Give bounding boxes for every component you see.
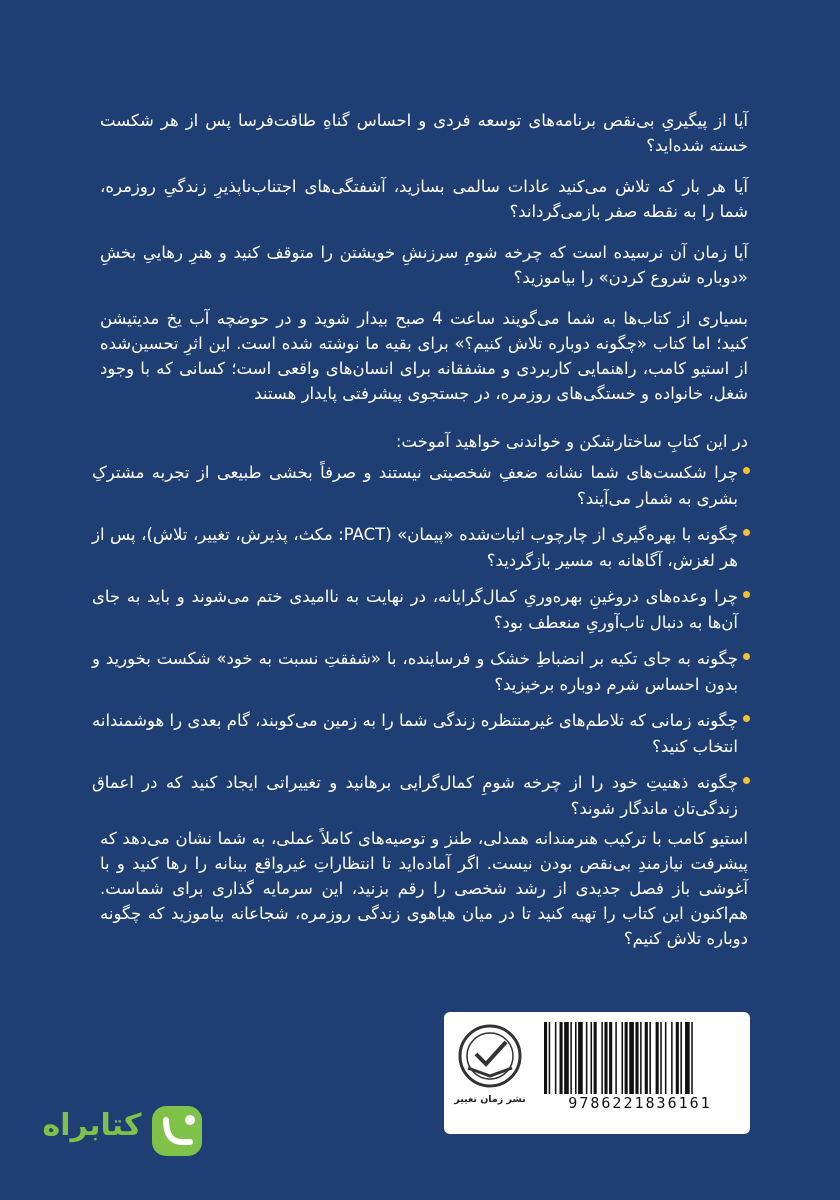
barcode-bar bbox=[560, 1022, 563, 1094]
bullet-text: چگونه با بهره‌گیری از چارچوب اثبات‌شده «پیمان» (PACT: مکث، پذیرش، تغییر، تلاش)، پس از هر لغزش، آگاهانه به مسیر بازگردید؟ bbox=[92, 525, 739, 570]
bullet-item bbox=[92, 770, 748, 822]
barcode-bar bbox=[615, 1022, 617, 1094]
barcode-bar bbox=[575, 1022, 577, 1094]
barcode-bar bbox=[640, 1022, 642, 1094]
barcode-bar bbox=[549, 1022, 551, 1094]
bullet-text: چرا شکست‌های شما نشانه ضعفِ شخصیتی نیستند و صرفاً بخشی طبیعی از تجربه مشترکِ بشری به شمار می‌آیند؟ bbox=[92, 463, 738, 508]
bullet-item bbox=[92, 460, 748, 512]
barcode-bar bbox=[622, 1022, 624, 1094]
barcode-bar bbox=[625, 1022, 628, 1094]
bullet-item bbox=[92, 584, 748, 636]
bullet-item bbox=[92, 522, 748, 574]
brand-name: کتابراه bbox=[42, 1108, 142, 1143]
barcode-bar bbox=[609, 1022, 612, 1094]
bullet-dot-icon bbox=[743, 777, 750, 784]
bullet-text: چگونه زمانی که تلاطم‌های غیرمنتظره زندگی شما را به زمین می‌کوبند، گام بعدی را هوشمندانه انتخاب کنید؟ bbox=[92, 711, 738, 756]
bullet-text: چگونه ذهنیتِ خود را از چرخه شومِ کمال‌گرایی برهانید و تغییراتی ایجاد کنید که در اعماق زندگی‌تان ماندگار شوند؟ bbox=[92, 773, 738, 818]
barcode-bar bbox=[604, 1022, 607, 1094]
bullet-dot-icon bbox=[743, 467, 750, 474]
bullet-dot-icon bbox=[743, 591, 750, 598]
intro-paragraph: آیا از پیگیریِ بی‌نقص برنامه‌های توسعه فردی و احساس گناهِ طاقت‌فرسا پس از هر شکست خسته شده‌اید؟ bbox=[100, 111, 748, 155]
barcode-bar bbox=[656, 1022, 659, 1094]
outro-section bbox=[100, 826, 748, 951]
bullet-text: چرا وعده‌های دروغینِ بهره‌وریِ کمال‌گرایانه، در نهایت به ناامیدی ختم می‌شوند و باید به جای آن‌ها به دنبال تاب‌آوریِ منعطف بود؟ bbox=[92, 587, 738, 632]
bullet-item bbox=[92, 646, 748, 698]
barcode-bar bbox=[555, 1022, 557, 1094]
barcode-bar bbox=[660, 1022, 662, 1094]
barcode-bar bbox=[676, 1022, 679, 1094]
barcode-bar bbox=[601, 1022, 603, 1094]
publisher-name: نشر زمان تغییر bbox=[454, 1094, 526, 1105]
intro-paragraph: آیا هر بار که تلاش می‌کنید عادات سالمی بسازید، آشفتگی‌های اجتناب‌ناپذیرِ زندگیِ روزمره، شما را به نقطه صفر بازمی‌گرداند؟ bbox=[100, 177, 748, 221]
intro-section bbox=[100, 108, 748, 422]
barcode-bar bbox=[594, 1022, 597, 1094]
bullet-dot-icon bbox=[743, 653, 750, 660]
intro-paragraph: بسیاری از کتاب‌ها به شما می‌گویند ساعت 4 صبح بیدار شوید و در حوضچه آب یخ مدیتیشن کنید؛ اما کتاب «چگونه دوباره تلاش کنیم؟» برای بقیه ما نوشته شده است. این اثرِ تحسین‌شده از استیو کامب، راهنمایی کاربردی و مشفقانه برای انسان‌های واقعی است؛ کسانی که با وجود شغل، خانواده و خستگی‌های روزمره، در جستجوی پیشرفتی پایدار هستند bbox=[100, 309, 748, 403]
barcode-bar bbox=[591, 1022, 593, 1094]
bullet-dot-icon bbox=[743, 715, 750, 722]
barcode-bar bbox=[564, 1022, 569, 1094]
barcode-bar bbox=[544, 1022, 547, 1094]
barcode-bar bbox=[685, 1022, 690, 1094]
barcode-bar bbox=[645, 1022, 648, 1094]
bullet-text: چگونه به جای تکیه بر انضباطِ خشک و فرساینده، با «شفقتِ نسبت به خود» شکست بخورید و بدون احساس شرم دوباره برخیزید؟ bbox=[92, 649, 738, 694]
brand-logo-icon bbox=[148, 1098, 210, 1160]
outro-paragraph: استیو کامب با ترکیب هنرمندانه همدلی، طنز و توصیه‌های کاملاً عملی، به شما نشان می‌دهد که پیشرفت نیازمندِ بی‌نقص بودن نیست. اگر آماده‌اید تا انتظاراتِ غیرواقع بینانه را رها کنید و با آغوشی باز فصل جدیدی از رشد شخصی را رقم بزنید، این سرمایه گذاری برای شماست. هم‌اکنون این کتاب را تهیه کنید تا در میان هیاهوی زندگی روزمره، شجاعانه بیاموزید که چگونه دوباره تلاش کنیم؟ bbox=[100, 829, 748, 948]
barcode-bar bbox=[665, 1022, 667, 1094]
barcode-bar bbox=[691, 1022, 693, 1094]
bullet-dot-icon bbox=[743, 529, 750, 536]
isbn-barcode bbox=[540, 1022, 740, 1098]
bullet-item bbox=[92, 708, 748, 760]
intro-paragraph: آیا زمان آن نرسیده است که چرخه شومِ سرزنشِ خویشتن را متوقف کنید و هنرِ رهاییِ بخشِ «دوباره شروع کردن» را بیاموزید؟ bbox=[100, 243, 748, 287]
barcode-bar bbox=[635, 1022, 638, 1094]
learn-heading: در این کتابِ ساختارشکن و خواندنی خواهید آموخت: bbox=[395, 432, 748, 451]
bullet-list bbox=[92, 460, 748, 832]
isbn-number: 9786221836161 bbox=[568, 1094, 712, 1112]
barcode-bar bbox=[578, 1022, 583, 1094]
barcode-bar bbox=[586, 1022, 588, 1094]
barcode-bar bbox=[649, 1022, 651, 1094]
barcode-bar bbox=[671, 1022, 673, 1094]
barcode-bar bbox=[570, 1022, 572, 1094]
barcode-bar bbox=[629, 1022, 634, 1094]
barcode-bar bbox=[680, 1022, 682, 1094]
